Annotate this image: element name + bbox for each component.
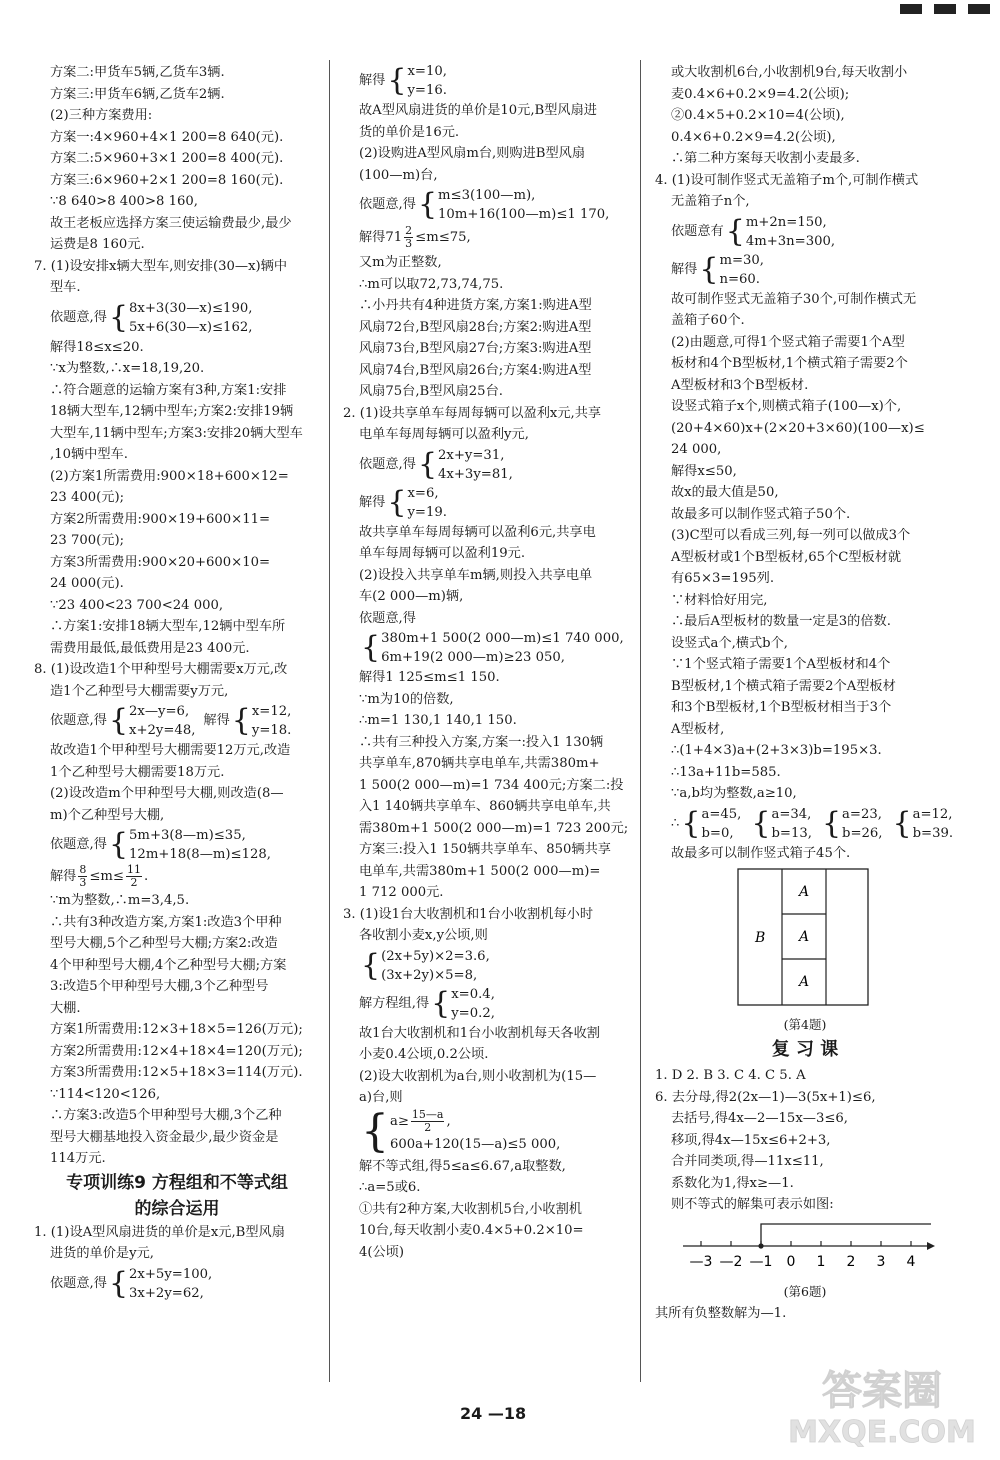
text-line: A型板材或1个B型板材,65个C型板材就 (671, 549, 902, 565)
text-line: 风扇75台,B型风扇25台. (359, 384, 503, 399)
column-divider (329, 60, 330, 1382)
figure-caption: (第4题) (783, 1016, 827, 1032)
text-line: 18辆大型车,12辆中型车;方案2:安排19辆 (50, 404, 294, 419)
fraction: $\frac{2}{3}$ (405, 224, 413, 250)
fraction: $\frac{11}{2}$ (126, 863, 141, 889)
number-line-ticks (690, 1241, 916, 1270)
text-line: 设竖式a个,横式b个, (671, 635, 788, 651)
inequality-system: { 380m+1 500(2 000—m)≤1 740 000, 6m+19(2 000—m)≥23 050, (361, 630, 624, 665)
text-line: 型车. (50, 280, 81, 295)
text-line: 合并同类项,得—11x≤11, (671, 1154, 824, 1169)
text-line: (3)C型可以看成三列,每一列可以做成3个 (671, 528, 911, 543)
text-line: 设竖式箱子x个,则横式箱子(100—x)个, (671, 399, 902, 414)
text-line: 方案3所需费用:12×5+18×3=114(万元). (50, 1065, 303, 1080)
solution-system: 解得 { x=10, y=16. (359, 63, 447, 98)
number-line (679, 1220, 939, 1278)
text-line: 方案三:6×960+2×1 200=8 160(元). (50, 172, 284, 188)
column-middle (343, 62, 635, 1263)
solution-system: 解得 { x=6, y=19. (359, 484, 447, 520)
text-line: 1 712 000元. (359, 885, 444, 900)
inequality-system: 依题意,得 { m≤3(100—m), 10m+16(100—m)≤1 170, (359, 187, 610, 222)
tick-label: —1 (749, 1253, 773, 1270)
text-line: ∵23 400<23 700<24 000, (50, 597, 224, 613)
tick-label: 2 (846, 1253, 856, 1270)
text-line: ∴(1+4×3)a+(2+3×3)b=195×3. (671, 743, 882, 758)
tick-label: 0 (786, 1253, 796, 1270)
text-line: 共享单车,870辆共享电单车,共需380m+ (359, 756, 600, 771)
solution-system: 解得 { m=30, n=60. (671, 251, 764, 287)
text-line: 或大收割机6台,小收割机9台,每天收割小 (671, 65, 908, 80)
text-line: 风扇72台,B型风扇28台;方案2:购进A型 (359, 319, 592, 335)
inequality-system: 依题意,得 { 8x+3(30—x)≤190, 5x+6(30—x)≤162, (50, 299, 253, 335)
text-line: 10台,每天收割小麦0.4×5+0.2×10= (359, 1223, 584, 1238)
problem-8-start: 8. (1)设改造1个甲种型号大棚需要x万元,改 (34, 662, 288, 677)
text-line: 有65×3=195列. (671, 571, 775, 586)
section-title: 的综合运用 (134, 1198, 220, 1219)
text-line: ①共有2种方案,大收割机5台,小收割机 (359, 1201, 582, 1217)
text-line: 0.4×6+0.2×9=4.2(公顷), (671, 129, 836, 145)
text-line: 故1台大收割机和1台小收割机每天各收割 (359, 1025, 600, 1041)
text-line: 去括号,得4x—2—15x—3≤6, (671, 1111, 848, 1126)
text-line: 需费用最低,最低费用是23 400元. (50, 640, 250, 656)
tick-label: —3 (689, 1253, 713, 1270)
label-a: A (799, 974, 810, 990)
text-line: ∵m为10的倍数, (359, 691, 454, 707)
text-line: (2)设大收割机为a台,则小收割机为(15— (359, 1068, 597, 1084)
text-line: a)台,则 (359, 1090, 403, 1105)
text-line: 故x的最大值是50, (671, 485, 779, 500)
text-line: ∴最后A型板材的数量一定是3的倍数. (671, 614, 891, 629)
text-line: 1个乙种型号大棚需要18万元. (50, 764, 225, 780)
text-line: A型板材, (671, 721, 725, 737)
equation-system: 依题意,得 { 2x+5y=100, 3x+2y=62, (50, 1265, 213, 1301)
equation-system: 依题意,得 { 2x+y=31, 4x+3y=81, (359, 446, 513, 482)
corner-marks (900, 4, 990, 14)
text-line: m)个乙种型号大棚, (50, 807, 165, 823)
text-line: 解不等式组,得5≤a≤6.67,a取整数, (359, 1158, 566, 1174)
text-line: 3:改造5个甲种型号大棚,3个乙种型号 (50, 979, 269, 994)
text-line: 方案一:4×960+4×1 200=8 640(元). (50, 129, 284, 145)
text-line: ,10辆中型车. (50, 447, 128, 462)
text-line: (100—m)台, (359, 167, 438, 183)
text-line: ∴m=1 130,1 140,1 150. (359, 713, 517, 728)
text-line: A型板材和3个B型板材. (671, 377, 809, 393)
text-line: 方案3所需费用:900×20+600×10= (50, 554, 271, 570)
column-right (655, 62, 955, 1324)
text-line: 故最多可以制作竖式箱子50个. (671, 506, 851, 522)
text-line: 24 000(元). (50, 576, 124, 591)
text-line: 依题意,得 (359, 610, 416, 626)
figure-6 (679, 1220, 955, 1286)
inequality-system: { a≥ $\frac{15—a}{2}$ , 600a+120(15—a)≤5 000, (361, 1106, 561, 1157)
text-line: (2)三种方案费用: (50, 108, 153, 123)
text-line: ∴共有三种投入方案,方案一:投入1 130辆 (359, 734, 604, 750)
text-line: ②0.4×5+0.2×10=4(公顷), (671, 108, 845, 123)
text-line: ∴小丹共有4种进货方案,方案1:购进A型 (359, 298, 592, 313)
text-line: 方案三:投入1 150辆共享单车、850辆共享 (359, 842, 611, 857)
text-line: ∴m可以取72,73,74,75. (359, 276, 504, 292)
section-title: 复 习 课 (771, 1039, 839, 1060)
fraction: $\frac{15—a}{2}$ (411, 1107, 444, 1134)
text-line: 方案2所需费用:900×19+600×11= (50, 511, 271, 527)
column-divider (640, 60, 641, 1382)
text-line: ∵材料恰好用完, (671, 592, 768, 608)
column-left (34, 62, 320, 1303)
text-line: 电单车,共需380m+1 500(2 000—m)= (359, 863, 601, 879)
text-line: (2)由题意,可得1个竖式箱子需要1个A型 (671, 334, 905, 350)
text-line: ∵a,b均为整数,a≥10, (671, 786, 797, 801)
text-line: 解得 $\frac{8}{3}$ ≤m≤ $\frac{11}{2}$ . (50, 863, 149, 889)
text-line: 解得18≤x≤20. (50, 339, 144, 355)
figure-caption: (第6题) (783, 1284, 827, 1299)
text-line: 板材和4个B型板材,1个横式箱子需要2个 (671, 356, 908, 371)
text-line: (20+4×60)x+(2×20+3×60)(100—x)≤ (671, 420, 925, 436)
text-line: 麦0.4×6+0.2×9=4.2(公顷); (671, 86, 850, 102)
equation-system: 依题意有 { m+2n=150, 4m+3n=300, (671, 213, 836, 249)
figure-4 (737, 868, 955, 1014)
label-a: A (799, 929, 810, 945)
text-line: (2)设购进A型风扇m台,则购进B型风扇 (359, 146, 586, 161)
text-line: 风扇73台,B型风扇27台;方案3:购进A型 (359, 341, 592, 356)
text-line: 无盖箱子n个, (671, 194, 750, 209)
section-title: 专项训练9 方程组和不等式组 (66, 1172, 288, 1193)
text-line: 盖箱子60个. (671, 313, 745, 328)
text-line: ∴第二种方案每天收割小麦最多. (671, 151, 860, 166)
text-line: 23 400(元); (50, 490, 125, 505)
problem-3-start: 3. (1)设1台大收割机和1台小收割机每小时 (343, 906, 594, 922)
text-line: 型号大棚基地投入资金最少,最少资金是 (50, 1129, 279, 1145)
text-line: ∴a=5或6. (359, 1180, 421, 1195)
label-b: B (755, 930, 766, 946)
text-line: ∵1个竖式箱子需要1个A型板材和4个 (671, 657, 891, 672)
text-line: ∴方案1:安排18辆大型车,12辆中型车所 (50, 619, 286, 634)
watermark-logo (782, 1352, 982, 1452)
text-line: 4(公顷) (359, 1244, 405, 1260)
text-line: 故A型风扇进货的单价是10元,B型风扇进 (359, 103, 597, 118)
text-line: 型号大棚,5个乙种型号大棚;方案2:改造 (50, 936, 278, 951)
text-line: ∴符合题意的运输方案有3种,方案1:安排 (50, 382, 287, 398)
text-line: 方案1所需费用:12×3+18×5=126(万元); (50, 1022, 303, 1037)
page-number: 24 —18 (460, 1404, 527, 1423)
problem-1-start: 1. (1)设A型风扇进货的单价是x元,B型风扇 (34, 1224, 285, 1240)
solution-system: 解方程组,得 { x=0.4, y=0.2, (359, 985, 495, 1021)
text-line: 114万元. (50, 1151, 106, 1166)
text-line: B型板材,1个横式箱子需要2个A型板材 (671, 678, 896, 694)
tick-label: —2 (719, 1253, 743, 1270)
text-line: 又m为正整数, (359, 255, 442, 270)
text-line: 其所有负整数解为—1. (655, 1305, 787, 1321)
text-line: ∵x为整数,∴x=18,19,20. (50, 361, 205, 376)
text-line: 23 700(元); (50, 533, 125, 548)
text-line: 故王老板应选择方案三使运输费最少,最少 (50, 215, 292, 231)
svg-text:MXQE.COM: MXQE.COM (788, 1415, 976, 1450)
text-line: 方案二:5×960+3×1 200=8 400(元). (50, 151, 284, 166)
tick-label: 1 (816, 1253, 826, 1270)
text-line: 解得1 125≤m≤1 150. (359, 670, 500, 685)
text-line: 造1个乙种型号大棚需要y万元, (50, 683, 229, 699)
equation-system: { (2x+5y)×2=3.6, (3x+2y)×5=8, (361, 947, 490, 983)
solution-list: ∴ { a=45, b=0, { a=34, b=13, { a=23, b=26, { a=12, b=39. (671, 805, 954, 841)
text-line: 4个甲种型号大棚,4个乙种型号大棚;方案 (50, 957, 287, 973)
text-line: 故最多可以制作竖式箱子45个. (671, 845, 851, 861)
problem-4-start: 4. (1)设可制作竖式无盖箱子m个,可制作横式 (655, 172, 919, 188)
text-line: ∴共有3种改造方案,方案1:改造3个甲种 (50, 914, 282, 930)
label-a: A (799, 884, 810, 900)
tick-label: 4 (906, 1253, 916, 1270)
text-line: 系数化为1,得x≥—1. (671, 1175, 794, 1191)
text-line: (2)方案1所需费用:900×18+600×12= (50, 468, 289, 484)
fraction: $\frac{8}{3}$ (79, 863, 87, 889)
text-line: 货的单价是16元. (359, 124, 460, 140)
text-line: 和3个B型板材,1个B型板材相当于3个 (671, 700, 892, 715)
text-line: ∵114<120<126, (50, 1086, 161, 1102)
equation-system: 依题意,得 { 2x—y=6, x+2y=48, 解得 { x=12, y=18. (50, 703, 292, 738)
text-line: 方案二:甲货车5辆,乙货车3辆. (50, 65, 225, 80)
inequality-system: 依题意,得 { 5m+3(8—m)≤35, 12m+18(8—m)≤128, (50, 827, 271, 862)
text-line: 运费是8 160元. (50, 237, 145, 252)
text-line: 风扇74台,B型风扇26台;方案4:购进A型 (359, 362, 592, 378)
text-line: 故共享单车每周每辆可以盈利6元,共享电 (359, 524, 596, 540)
text-line: 入1 140辆共享单车、860辆共享电单车,共 (359, 799, 611, 814)
text-line: ∵m为整数,∴m=3,4,5. (50, 893, 190, 908)
text-line: 大型车,11辆中型车;方案3:安排20辆大型车 (50, 425, 303, 441)
text-line: 进货的单价是y元, (50, 1246, 154, 1261)
board-diagram (737, 868, 869, 1006)
text-line: (2)设改造m个甲种型号大棚,则改造(8— (50, 786, 284, 801)
svg-text:答案圈: 答案圈 (822, 1368, 942, 1414)
problem-2-start: 2. (1)设共享单车每周每辆可以盈利x元,共享 (343, 405, 602, 421)
text-line: 方案三:甲货车6辆,乙货车2辆. (50, 86, 225, 102)
text-line: 解得x≤50, (671, 463, 737, 479)
text-line: 电单车每周每辆可以盈利y元, (359, 427, 529, 442)
text-line: 车(2 000—m)辆, (359, 589, 464, 604)
text-line: (2)设投入共享单车m辆,则投入共享电单 (359, 567, 593, 583)
tick-label: 3 (876, 1253, 886, 1270)
text-line: ∴方案3:改造5个甲种型号大棚,3个乙种 (50, 1108, 282, 1123)
text-line: 方案2所需费用:12×4+18×4=120(万元); (50, 1043, 303, 1059)
text-line: 需380m+1 500(2 000—m)=1 723 200元; (359, 820, 629, 836)
text-line: ∴13a+11b=585. (671, 764, 781, 780)
text-line: 小麦0.4公顷,0.2公顷. (359, 1047, 489, 1062)
problem-6-start: 6. 去分母,得2(2x—1)—3(5x+1)≤6, (655, 1089, 876, 1105)
text-line: 单车每周每辆可以盈利19元. (359, 546, 526, 561)
text-line: 24 000, (671, 442, 722, 457)
text-line: ∵8 640>8 400>8 160, (50, 194, 198, 209)
text-line: 移项,得4x—15x≤6+2+3, (671, 1132, 831, 1148)
text-line: 则不等式的解集可表示如图: (671, 1197, 834, 1212)
text-line: 故改造1个甲种型号大棚需要12万元,改造 (50, 743, 291, 758)
choice-answers: 1. D 2. B 3. C 4. C 5. A (655, 1068, 806, 1083)
text-line: 故可制作竖式无盖箱子30个,可制作横式无 (671, 291, 917, 307)
text-line: 1 500(2 000—m)=1 734 400元;方案二:投 (359, 777, 624, 793)
text-line: 大棚. (50, 1000, 81, 1016)
problem-7-start: 7. (1)设安排x辆大型车,则安排(30—x)辆中 (34, 258, 288, 274)
text-line: 解得71 $\frac{2}{3}$ ≤m≤75, (359, 224, 471, 250)
text-line: 各收割小麦x,y公顷,则 (359, 928, 488, 943)
